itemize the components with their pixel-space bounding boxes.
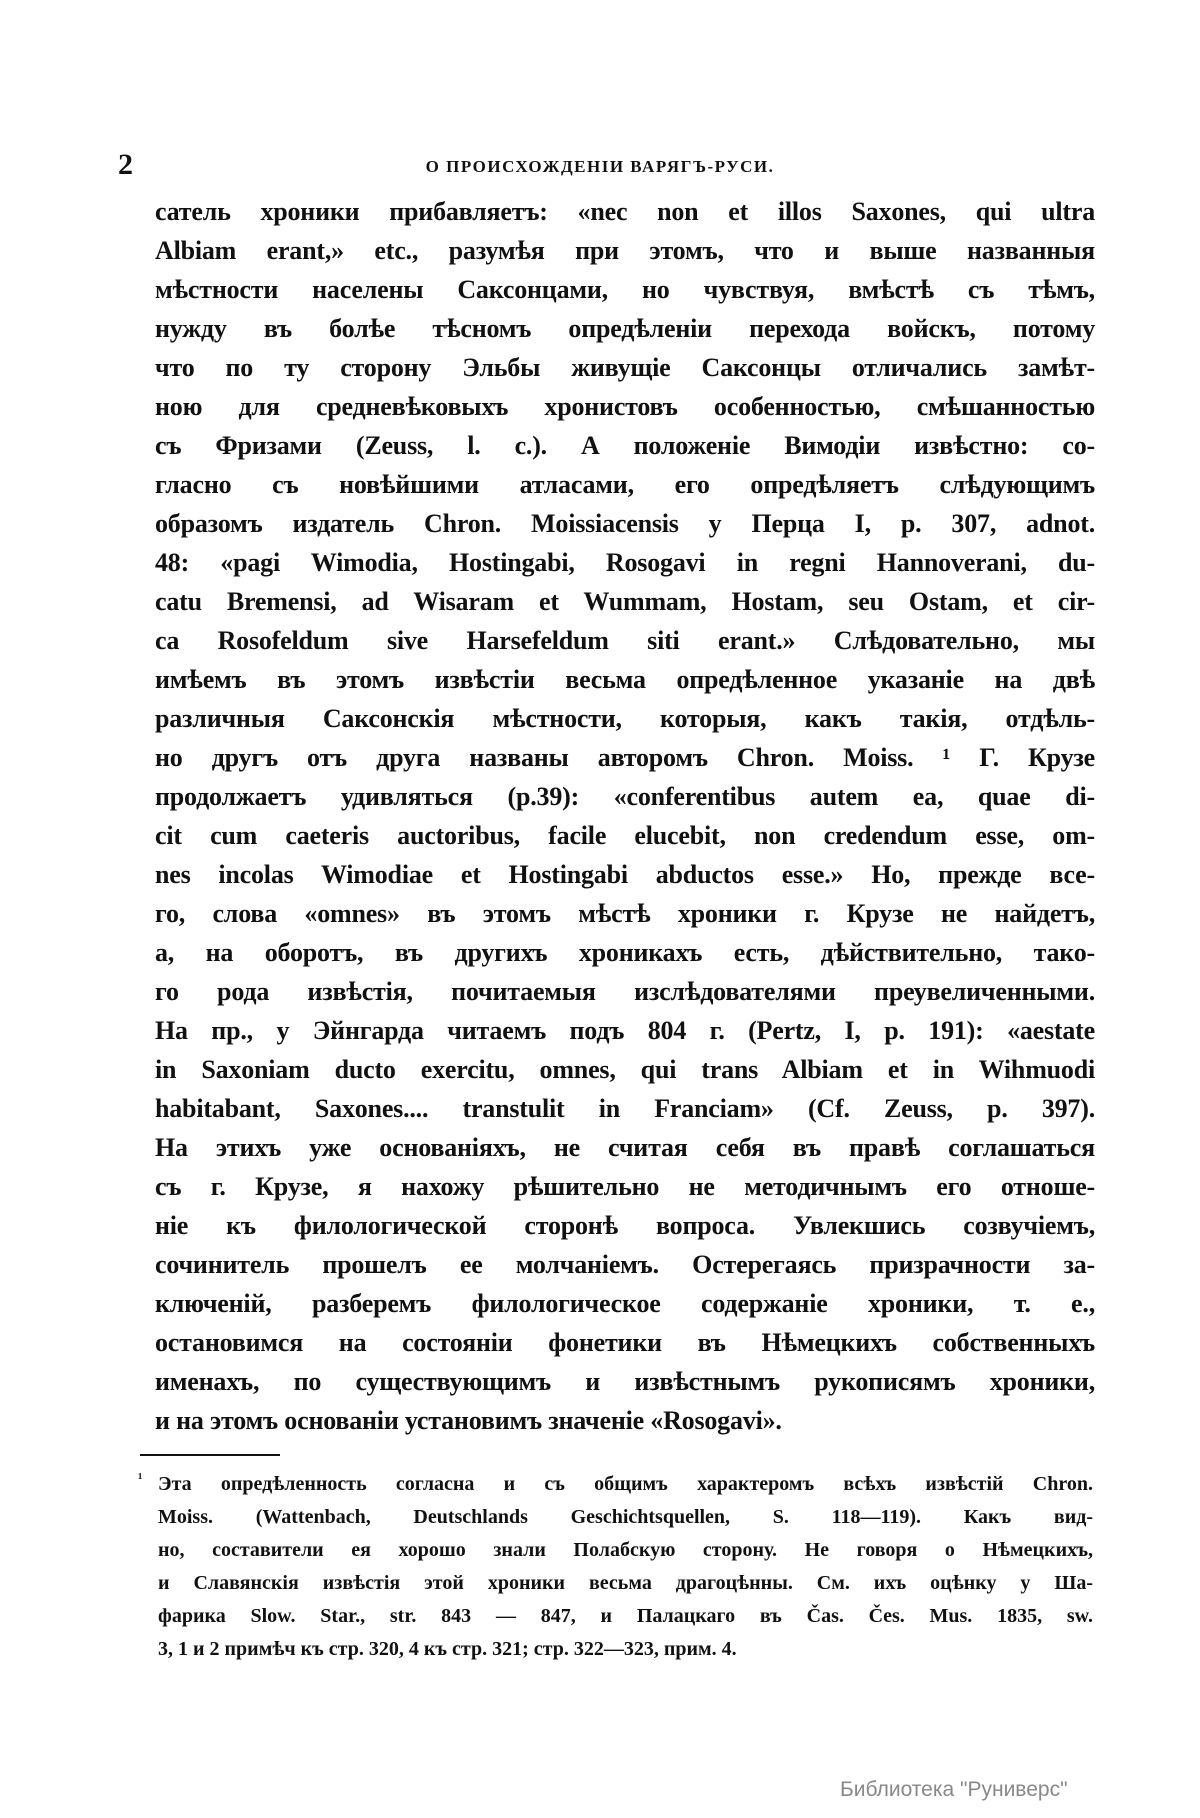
- text-line: именахъ, по существующимъ и извѣстнымъ рукописямъ хроники,: [155, 1367, 1095, 1396]
- footnote-line: Эта опредѣленность согласна и съ общимъ характеромъ всѣхъ извѣстій Chron.: [158, 1473, 1093, 1495]
- text-line: а, на оборотъ, въ другихъ хроникахъ есть, дѣйствительно, тако-: [155, 938, 1095, 967]
- text-line: nes incolas Wimodiae et Hostingabi abductos esse.» Но, прежде все-: [155, 860, 1095, 889]
- text-line: catu Bremensi, ad Wisaram et Wummam, Hostam, seu Ostam, et cir-: [155, 587, 1095, 616]
- footnote-line: Moiss. (Wattenbach, Deutschlands Geschichtsquellen, S. 118—119). Какъ вид-: [158, 1506, 1093, 1528]
- footnote-line: и Славянскія извѣстія этой хроники весьма драгоцѣнны. См. ихъ оцѣнку у Ша-: [158, 1572, 1093, 1594]
- text-line: На этихъ уже основаніяхъ, не считая себя въ правѣ соглашаться: [155, 1133, 1095, 1162]
- text-line: го рода извѣстія, почитаемыя изслѣдователями преувеличенными.: [155, 977, 1095, 1006]
- text-line: образомъ издатель Chron. Moissiacensis у Перца I, p. 307, adnot.: [155, 509, 1095, 538]
- text-line: гласно съ новѣйшими атласами, его опредѣляетъ слѣдующимъ: [155, 470, 1095, 499]
- footnotes: [158, 1468, 1093, 1666]
- running-title: О ПРОИСХОЖДЕНІИ ВАРЯГЪ-РУСИ.: [425, 157, 775, 176]
- text-line: остановимся на состояніи фонетики въ Нѣмецкихъ собственныхъ: [155, 1328, 1095, 1357]
- text-line: съ Фризами (Zeuss, l. c.). А положеніе Вимодіи извѣстно: со-: [155, 431, 1095, 460]
- text-line: съ г. Крузе, я нахожу рѣшительно не методичнымъ его отноше-: [155, 1172, 1095, 1201]
- text-line: ніе къ филологической сторонѣ вопроса. Увлекшись созвучіемъ,: [155, 1211, 1095, 1240]
- text-line: ною для средневѣковыхъ хронистовъ особенностью, смѣшанностью: [155, 392, 1095, 421]
- page-number: 2: [118, 148, 133, 181]
- footnote-rule: [140, 1454, 280, 1456]
- text-line: имѣемъ въ этомъ извѣстіи весьма опредѣленное указаніе на двѣ: [155, 665, 1095, 694]
- text-line: мѣстности населены Саксонцами, но чувствуя, вмѣстѣ съ тѣмъ,: [155, 275, 1095, 304]
- footnote-line: фарика Slow. Star., str. 843 — 847, и Палацкаго въ Čas. Čes. Mus. 1835, sw.: [158, 1605, 1093, 1627]
- text-line: ca Rosofeldum sive Harsefeldum siti erant.» Слѣдовательно, мы: [155, 626, 1095, 655]
- text-line: что по ту сторону Эльбы живущіе Саксонцы отличались замѣт-: [155, 353, 1095, 382]
- footnote-line: 3, 1 и 2 примѣч къ стр. 320, 4 къ стр. 321; стр. 322—323, прим. 4.: [158, 1638, 737, 1660]
- text-line: Albiam erant,» etc., разумѣя при этомъ, что и выше названныя: [155, 236, 1095, 265]
- text-line: 48: «pagi Wimodia, Hostingabi, Rosogavi in regni Hannoverani, du-: [155, 548, 1095, 577]
- footnote-marker: ¹: [138, 1471, 143, 1487]
- footnote-line: но, составители ея хорошо знали Полабскую сторону. Не говоря о Нѣмецкихъ,: [158, 1539, 1093, 1561]
- text-line: различныя Саксонскія мѣстности, которыя, какъ такія, отдѣль-: [155, 704, 1095, 733]
- library-watermark: Библиотека "Руниверс": [840, 1778, 1068, 1801]
- text-line: но другъ отъ друга названы авторомъ Chron. Moiss. ¹ Г. Крузе: [155, 743, 1095, 772]
- text-line: го, слова «omnes» въ этомъ мѣстѣ хроники г. Крузе не найдетъ,: [155, 899, 1095, 928]
- text-line: сатель хроники прибавляетъ: «nec non et illos Saxones, qui ultra: [155, 197, 1095, 226]
- text-line: На пр., у Эйнгарда читаемъ подъ 804 г. (Pertz, I, p. 191): «aestate: [155, 1016, 1095, 1045]
- text-line: cit cum caeteris auctoribus, facile elucebit, non credendum esse, om-: [155, 821, 1095, 850]
- body-text: [155, 192, 1095, 1440]
- text-line: in Saxoniam ducto exercitu, omnes, qui trans Albiam et in Wihmuodi: [155, 1055, 1095, 1084]
- text-line: сочинитель прошелъ ее молчаніемъ. Остерегаясь призрачности за-: [155, 1250, 1095, 1279]
- text-line: и на этомъ основаніи установимъ значеніе «Rosogavi».: [155, 1406, 782, 1435]
- text-line: нужду въ болѣе тѣсномъ опредѣленіи перехода войскъ, потому: [155, 314, 1095, 343]
- text-line: продолжаетъ удивляться (p.39): «conferentibus autem ea, quae di-: [155, 782, 1095, 811]
- text-line: habitabant, Saxones.... transtulit in Franciam» (Cf. Zeuss, p. 397).: [155, 1094, 1095, 1123]
- text-line: ключеній, разберемъ филологическое содержаніе хроники, т. е.,: [155, 1289, 1095, 1318]
